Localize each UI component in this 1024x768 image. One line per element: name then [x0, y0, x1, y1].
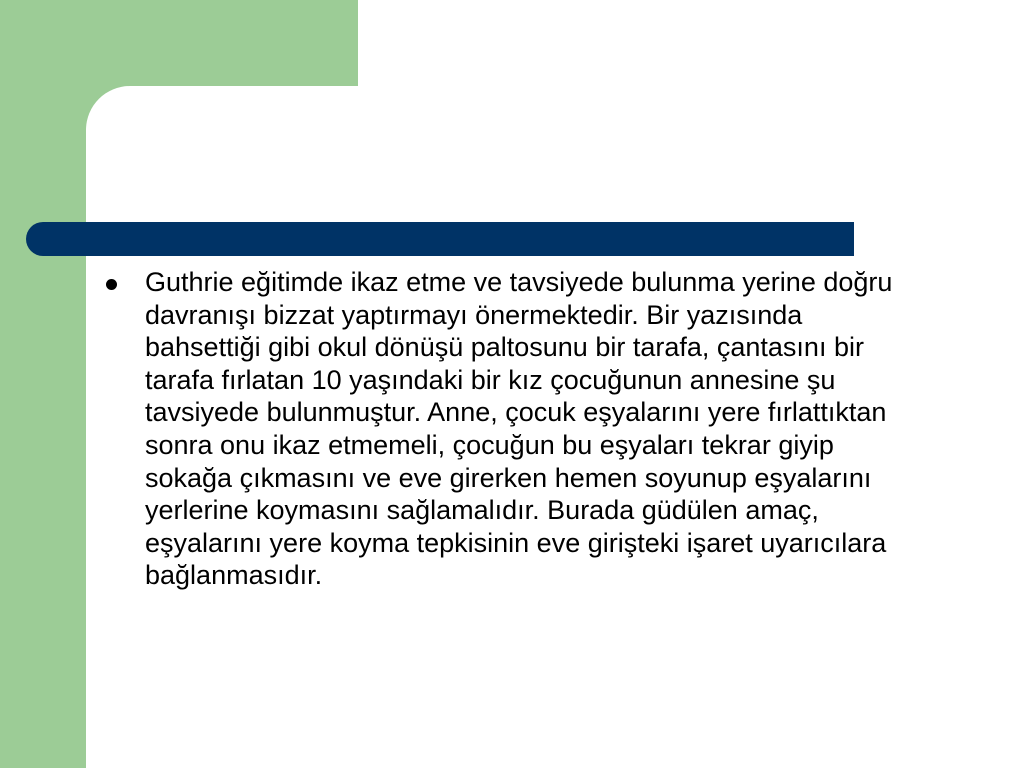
bullet-text: Guthrie eğitimde ikaz etme ve tavsiyede bulunma yerine doğru davranışı bizzat yaptırmayı önermektedir. Bir yazısında bahsettiği gibi okul dönüşü paltosunu bir tarafa, çantasını bir tarafa fırlatan 10 yaşındaki bir kız çocuğunun annesine şu tavsiyede bulunmuştur. Anne, çocuk eşyalarını yere fırlattıktan sonra onu ikaz etmemeli, çocuğun bu eşyaları tekrar giyip sokağa çıkmasını ve eve girerken hemen soyunup eşyalarını yerlerine koymasını sağlamalıdır. Burada güdülen amaç, eşyalarını yere koyma tepkisinin eve girişteki işaret uyarıcılara bağlanmasıdır.	[145, 267, 893, 591]
bullet-item	[106, 266, 896, 592]
title-bar	[26, 222, 854, 256]
bullet-dot-icon	[106, 279, 117, 290]
slide-body	[106, 266, 896, 592]
